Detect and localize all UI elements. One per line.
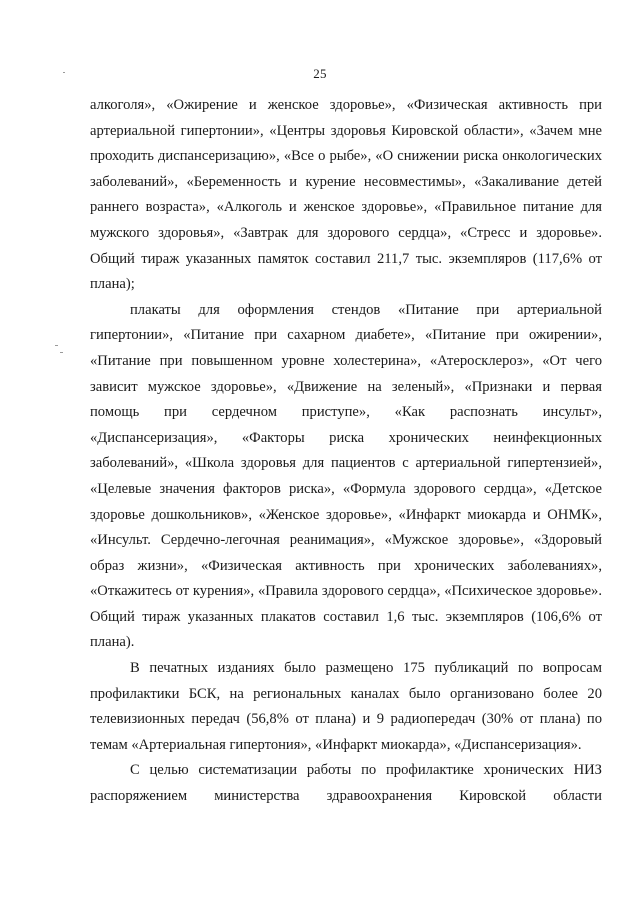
scan-speck xyxy=(60,352,63,353)
body-text xyxy=(90,93,602,810)
page-number: 25 xyxy=(313,66,327,81)
paragraph-systematization: С целью систематизации работы по профилактике хронических НИЗ распоряжением министерства здравоохранения Кировской области xyxy=(90,762,602,805)
paragraph-leaflets-continued: алкоголя», «Ожирение и женское здоровье», «Физическая активность при артериальной гипертонии», «Центры здоровья Кировской области», «Зачем мне проходить диспансеризацию», «Все о рыбе», «О снижении риска онкологических заболеваний», «Беременность и курение несовместимы», «Закаливание детей раннего возраста», «Алкоголь и женское здоровье», «Правильное питание для мужского здоровья», «Завтрак для здорового сердца», «Стресс и здоровье». Общий тираж указанных памяток составил 211,7 тыс. экземпляров (117,6% от плана); xyxy=(90,97,602,293)
scan-speck xyxy=(55,345,58,346)
scan-speck xyxy=(63,72,65,73)
paragraph-media-publications: В печатных изданиях было размещено 175 публикаций по вопросам профилактики БСК, на региональных каналах было организовано более 20 телевизионных передач (56,8% от плана) и 9 радиопередач (30% от плана) по темам «Артериальная гипертония», «Инфаркт миокарда», «Диспансеризация». xyxy=(90,660,602,753)
paragraph-posters: плакаты для оформления стендов «Питание при артериальной гипертонии», «Питание при сахарном диабете», «Питание при ожирении», «Питание при повышенном уровне холестерина», «Атеросклероз», «От чего зависит мужское здоровье», «Движение на зеленый», «Признаки и первая помощь при сердечном приступе», «Как распознать инсульт», «Диспансеризация», «Факторы риска хронических неинфекционных заболеваний», «Школа здоровья для пациентов с артериальной гипертензией», «Целевые значения факторов риска», «Формула здорового сердца», «Детское здоровье дошкольников», «Женское здоровье», «Инфаркт миокарда и ОНМК», «Инсульт. Сердечно-легочная реанимация», «Мужское здоровье», «Здоровый образ жизни», «Физическая активность при хронических заболеваниях», «Откажитесь от курения», «Правила здорового сердца», «Психическое здоровье». Общий тираж указанных плакатов составил 1,6 тыс. экземпляров (106,6% от плана). xyxy=(90,301,602,651)
